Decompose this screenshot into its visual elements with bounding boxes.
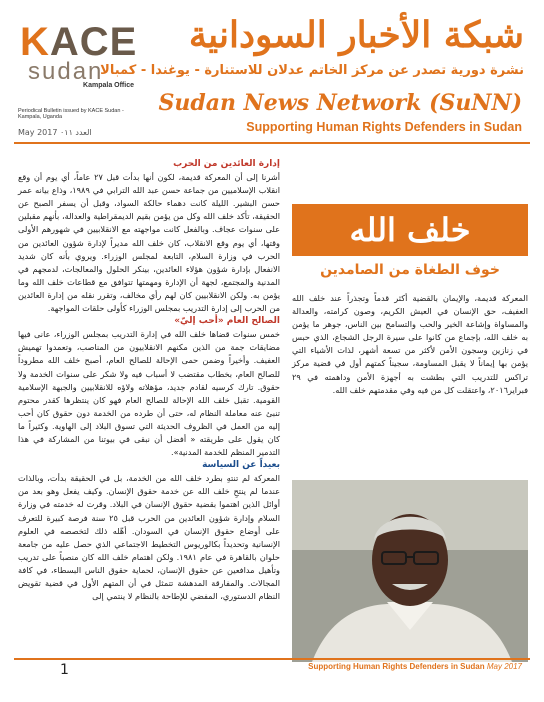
logo-kace-text: KACE: [20, 20, 138, 64]
section-heading: إدارة العائدين من الحرب: [173, 159, 280, 169]
english-masthead-subtitle: Supporting Human Rights Defenders in Sudan: [246, 120, 522, 134]
section-heading: بعيداً عن السياسة: [202, 460, 280, 471]
portrait-photo: [292, 480, 528, 662]
arabic-masthead-subtitle: نشرة دورية تصدر عن مركز الخاتم عدلان للاستنارة - يوغندا - كمبالا: [100, 63, 524, 78]
footer-divider: [14, 658, 530, 660]
article-subheadline: خوف الطغاة من الصامدين: [320, 262, 500, 278]
section-body: أشرنا إلى أن المعركة قديمة، لكون أنها بدأت قبل ٢٧ عاماً، أي يوم أن وقع انقلاب الإسلاميين من جماعة حسن عبد الله الترابي في ١٩٨٩، وذاع بيانه عمر حسن البشير. الليلة كانت دهماء حالكة السواد، وقبل أن يسفر الصبح عن الحقيقة، تأكد خلف الله وكل من يؤمن بقيم الديمقراطية والعدالة، بأنهم مقبلين على سنوات عجاف. وبالفعل كانت مواجهته مع الانقلابيين في شهورهم الأولى وقتها، أي يوم وقع الانقلاب، كان خلف الله مديراً لإدارة شؤون العائدين من الحرب في وزارة السلام، التابعة لمجلس الوزراء. ويروي بأنه كان شديد الانفعال بإدارة شؤون هؤلاء العائدين، بينكر الحلول والمعالجات، لدمجهم في المدنية والمجتمع، لجهة أن الإدارة ومهمتها تتوافق مع قطاعات خلف الله وما يؤمن به. ولكن الانقلابيين كان لهم رأي مخالف، وتقرر نقله من إدارة العائدين من الحرب إلى إدارة التدريب بمجلس الوزراء كأولى حلقات المواجهة.: [18, 172, 280, 314]
section-body: خمس سنوات قضاها خلف الله في إدارة التدريب بمجلس الوزراء، عانى فيها مضايقات جمة من الذين مكنهم الانقلابيون من المناصب، وتعمدوا تهميش العفيف. وأخيراً وضمن حمى الإحالة للصالح العام، أصبح خلف الله مطروداً للصالح العام، بخطاب مقتضب لا أسباب فيه ولا شكر على سنوات الخدمة ولا حقوق. تارك كرسيه لقادم جديد، مؤهلاته ولاؤه للانقلابيين والجبهة الإسلامية القومية. تقبل خلف الله الإحالة للصالح العام فهو كان ينتظرها كقدر محتوم تنبئ عنه معاملة النظام له، حتى أن طرده من الخدمة دون حقوق كان أحب إليه من العمل في الظروف الحديثة التي تسوق البلاد إلى الهاوية. وكثيراً ما كان يقول على طريقته « أفضل أن نبقى في بيوتنا من المشاركة في هذا التدمير المنظم للخدمة المدنية».: [18, 329, 280, 458]
article-headline: خلف الله: [292, 204, 528, 256]
kace-logo: [20, 22, 140, 89]
header-divider: [14, 142, 530, 144]
page-number: 1: [60, 662, 69, 678]
right-article-column: [292, 292, 528, 397]
footer-tagline: Supporting Human Rights Defenders in Sudan May 2017: [308, 662, 522, 671]
issue-line: May 2017 العدد ٠١١: [18, 128, 92, 137]
section-body: المعركة لم تنتهِ بطرد خلف الله من الخدمة، بل في الحقيقة بدأت، وبالذات عندما لم ينتحِ خلف الله عن خدمة حقوق الإنسان. وكيف يفعل وهو بعد من أوائل الذين اهتموا بقضية حقوق الإنسان في البلاد. وقرت له خدمته في وزارة السلام وإدارة شؤون العائدين من الحرب قبل ٢٥ سنة فرصة كبيرة للتعرف على أوضاع حقوق الإنسان في السودان. أهّله ذلك لتخصصه في العلوم الإنسانية وتحديداً بكالوريوس التخطيط الاجتماعي الذي حصل عليه من جامعة حلوان بالقاهرة في عام ١٩٨١. ولكن اهتمام خلف الله كان منصباً على تدريب وتأهيل مدافعين عن حقوق الإنسان، لحماية حقوق الناس البسطاء، في كافة المجالات. والمفارقة المدهشة تتمثل في أن المتهم الأول في قضية تقويض النظام الدستوري، المفضي للإطاحة بالنظام لا ينتمي إلى: [18, 473, 280, 602]
periodical-note: Periodical Bulletin issued by KACE Sudan - Kampala, Uganda: [18, 108, 124, 120]
logo-sudan-text: sudan: [28, 58, 104, 85]
arabic-masthead-title: شبكة الأخبار السودانية: [188, 14, 524, 56]
english-masthead-title: Sudan News Network (SuNN): [158, 90, 522, 116]
left-article-column: [18, 158, 280, 603]
logo-office-text: Kampala Office: [83, 82, 134, 89]
section-heading: الصالح العام «أحب إليّ»: [174, 316, 280, 327]
portrait-illustration: [292, 480, 528, 662]
article-intro: المعركة قديمة، والإيمان بالقضية أكثر قدماً وتجذراً عند خلف الله العفيف، حق الإنسان في العيش الكريم، وصون كرامته، والعدالة والمساواة وإشاعة الخير والحب والتسامح بين الناس، جوهر ما يؤمن به خلف الله، بإجماع من كانوا على سيرة الرجل الشجاع، الذي حبس في زنازين وسجون الأمن لأكثر من تسعة أشهر، لذات الأشياء التي يؤمن بها إيماناً لا يقبل المساومة، سجيناً كمتهم أول في قضية مركز تراكس للتدريب التي بطشت به أجهزة الأمن وداهمته في ٢٩ فبراير٢٠١٦، واعتقلت كل من فيه وفي مقدمتهم خلف الله.: [292, 293, 528, 395]
